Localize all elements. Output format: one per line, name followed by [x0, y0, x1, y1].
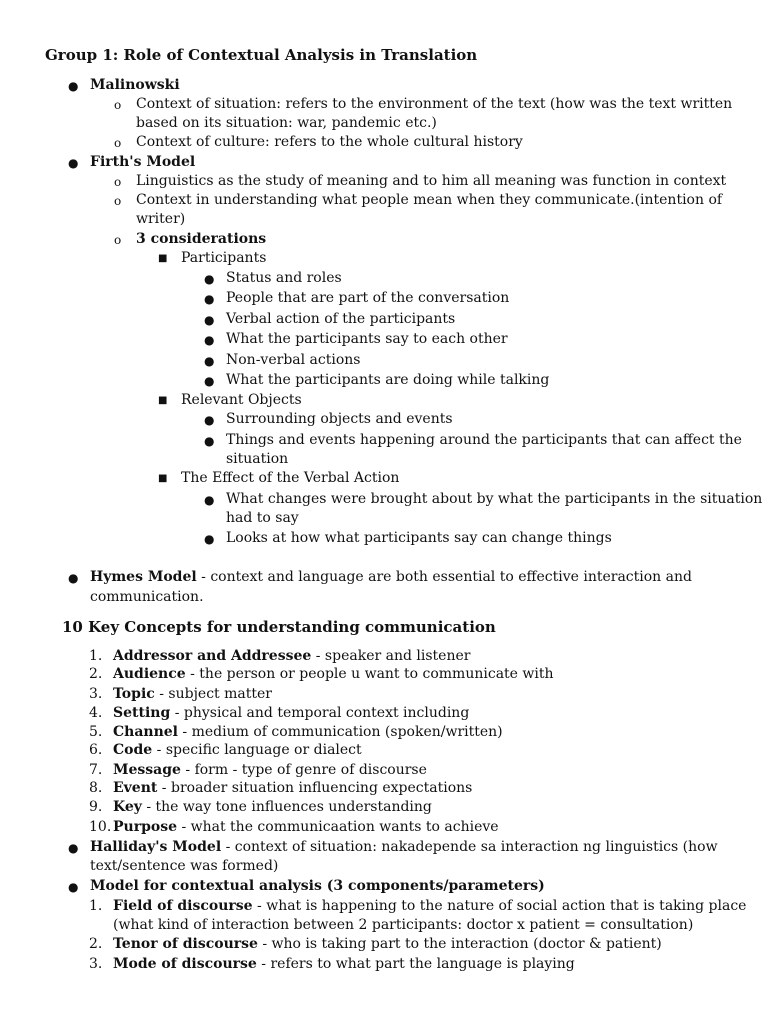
hymes-title: Hymes Model — [90, 569, 197, 585]
circle-bullet-icon: o — [114, 175, 122, 189]
model-component-term: Field of discourse — [113, 898, 253, 914]
model-component-desc: - refers to what part the language is playing — [256, 956, 575, 972]
key-concept-item — [113, 703, 469, 723]
firth-item-cont: writer) — [136, 211, 186, 227]
effect-label: The Effect of the Verbal Action — [181, 470, 400, 486]
key-concept-term: Message — [113, 762, 181, 778]
key-concept-item — [113, 646, 470, 666]
halliday-item — [90, 837, 718, 857]
list-number: 1. — [89, 648, 103, 664]
circle-bullet-icon: o — [114, 98, 122, 112]
list-number: 4. — [89, 705, 103, 721]
bullet-icon: ● — [204, 272, 215, 286]
key-concept-desc: - form - type of genre of discourse — [180, 762, 427, 778]
bullet-icon: ● — [204, 313, 215, 327]
key-concept-desc: - subject matter — [154, 686, 272, 702]
key-concept-desc: - physical and temporal context including — [170, 705, 470, 721]
hymes-item — [90, 567, 692, 587]
list-item-cont: had to say — [226, 510, 299, 526]
firth-item: Linguistics as the study of meaning and to him all meaning was function in context — [136, 173, 727, 189]
bullet-icon: ● — [204, 532, 215, 546]
bullet-icon: ● — [204, 292, 215, 306]
square-bullet-icon: ■ — [158, 395, 168, 406]
hymes-text: - context and language are both essential to effective interaction and — [196, 569, 692, 585]
list-item: What changes were brought about by what the participants in the situation — [226, 491, 763, 507]
list-item-cont: situation — [226, 451, 289, 467]
key-concept-term: Purpose — [113, 819, 177, 835]
malinowski-context-situation: Context of situation: refers to the environment of the text (how was the text written — [136, 96, 733, 112]
bullet-icon: ● — [68, 841, 79, 855]
bullet-icon: ● — [204, 354, 215, 368]
key-concept-term: Key — [113, 799, 142, 815]
bullet-icon: ● — [204, 333, 215, 347]
key-concept-item — [113, 740, 362, 760]
bullet-icon: ● — [68, 880, 79, 894]
model-contextual-analysis-title: Model for contextual analysis (3 components/parameters) — [90, 878, 545, 894]
key-concept-term: Audience — [113, 666, 186, 682]
list-number: 5. — [89, 724, 103, 740]
list-number: 10. — [89, 819, 112, 835]
bullet-icon: ● — [204, 434, 215, 448]
list-item: Surrounding objects and events — [226, 411, 453, 427]
key-concept-desc: - speaker and listener — [311, 648, 471, 664]
key-concept-term: Addressor and Addressee — [113, 648, 312, 664]
list-item: What the participants say to each other — [226, 331, 508, 347]
halliday-text: - context of situation: nakadepende sa interaction ng linguistics (how — [221, 839, 718, 855]
model-component-desc: - what is happening to the nature of social action that is taking place — [252, 898, 747, 914]
bullet-icon: ● — [204, 413, 215, 427]
list-number: 7. — [89, 762, 103, 778]
relevant-objects-label: Relevant Objects — [181, 392, 302, 408]
bullet-icon: ● — [204, 493, 215, 507]
key-concept-item — [113, 760, 427, 780]
key-concept-desc: - the way tone influences understanding — [141, 799, 432, 815]
bullet-icon: ● — [68, 79, 79, 93]
firth-item: Context in understanding what people mean when they communicate.(intention of — [136, 192, 723, 208]
model-component-item — [113, 896, 746, 916]
list-item: Non-verbal actions — [226, 352, 361, 368]
model-component-item — [113, 954, 575, 974]
key-concept-item — [113, 664, 554, 684]
list-number: 6. — [89, 742, 103, 758]
key-concept-desc: - the person or people u want to communicate with — [185, 666, 554, 682]
firth-considerations: 3 considerations — [136, 231, 267, 247]
list-item: Status and roles — [226, 270, 342, 286]
key-concept-desc: - specific language or dialect — [152, 742, 362, 758]
model-component-term: Tenor of discourse — [113, 936, 258, 952]
key-concept-term: Event — [113, 780, 158, 796]
list-number: 3. — [89, 956, 103, 972]
malinowski-context-culture: Context of culture: refers to the whole cultural history — [136, 134, 523, 150]
list-item: Looks at how what participants say can change things — [226, 530, 612, 546]
malinowski-context-situation-cont: based on its situation: war, pandemic etc.) — [136, 115, 437, 131]
participants-label: Participants — [181, 250, 267, 266]
list-number: 1. — [89, 898, 103, 914]
list-number: 2. — [89, 666, 103, 682]
model-component-item — [113, 934, 662, 954]
list-item: What the participants are doing while talking — [226, 372, 550, 388]
malinowski-title: Malinowski — [90, 77, 180, 93]
key-concept-term: Channel — [113, 724, 178, 740]
key-concept-desc: - what the communicaation wants to achieve — [177, 819, 499, 835]
square-bullet-icon: ■ — [158, 473, 168, 484]
list-number: 8. — [89, 780, 103, 796]
halliday-text-cont: text/sentence was formed) — [90, 858, 279, 874]
list-number: 2. — [89, 936, 103, 952]
key-concept-item — [113, 817, 499, 837]
key-concept-item — [113, 797, 432, 817]
list-item: Verbal action of the participants — [226, 311, 456, 327]
circle-bullet-icon: o — [114, 194, 122, 208]
list-number: 9. — [89, 799, 103, 815]
circle-bullet-icon: o — [114, 233, 122, 247]
square-bullet-icon: ■ — [158, 253, 168, 264]
bullet-icon: ● — [204, 374, 215, 388]
key-concepts-heading: 10 Key Concepts for understanding communication — [62, 618, 496, 636]
firth-title: Firth's Model — [90, 154, 196, 170]
list-item: Things and events happening around the participants that can affect the — [226, 432, 742, 448]
bullet-icon: ● — [68, 156, 79, 170]
key-concept-desc: - broader situation influencing expectations — [157, 780, 473, 796]
circle-bullet-icon: o — [114, 136, 122, 150]
halliday-title: Halliday's Model — [90, 839, 222, 855]
model-component-desc-cont: (what kind of interaction between 2 participants: doctor x patient = consultation) — [113, 917, 694, 933]
key-concept-term: Setting — [113, 705, 171, 721]
list-number: 3. — [89, 686, 103, 702]
key-concept-desc: - medium of communication (spoken/written) — [177, 724, 503, 740]
hymes-text-cont: communication. — [90, 589, 204, 605]
key-concept-item — [113, 684, 272, 704]
key-concept-term: Topic — [113, 686, 155, 702]
key-concept-term: Code — [113, 742, 153, 758]
key-concept-item — [113, 778, 472, 798]
model-component-desc: - who is taking part to the interaction (doctor & patient) — [257, 936, 662, 952]
page-title: Group 1: Role of Contextual Analysis in Translation — [45, 46, 478, 64]
list-item: People that are part of the conversation — [226, 290, 510, 306]
model-component-term: Mode of discourse — [113, 956, 257, 972]
bullet-icon: ● — [68, 571, 79, 585]
key-concept-item — [113, 722, 503, 742]
